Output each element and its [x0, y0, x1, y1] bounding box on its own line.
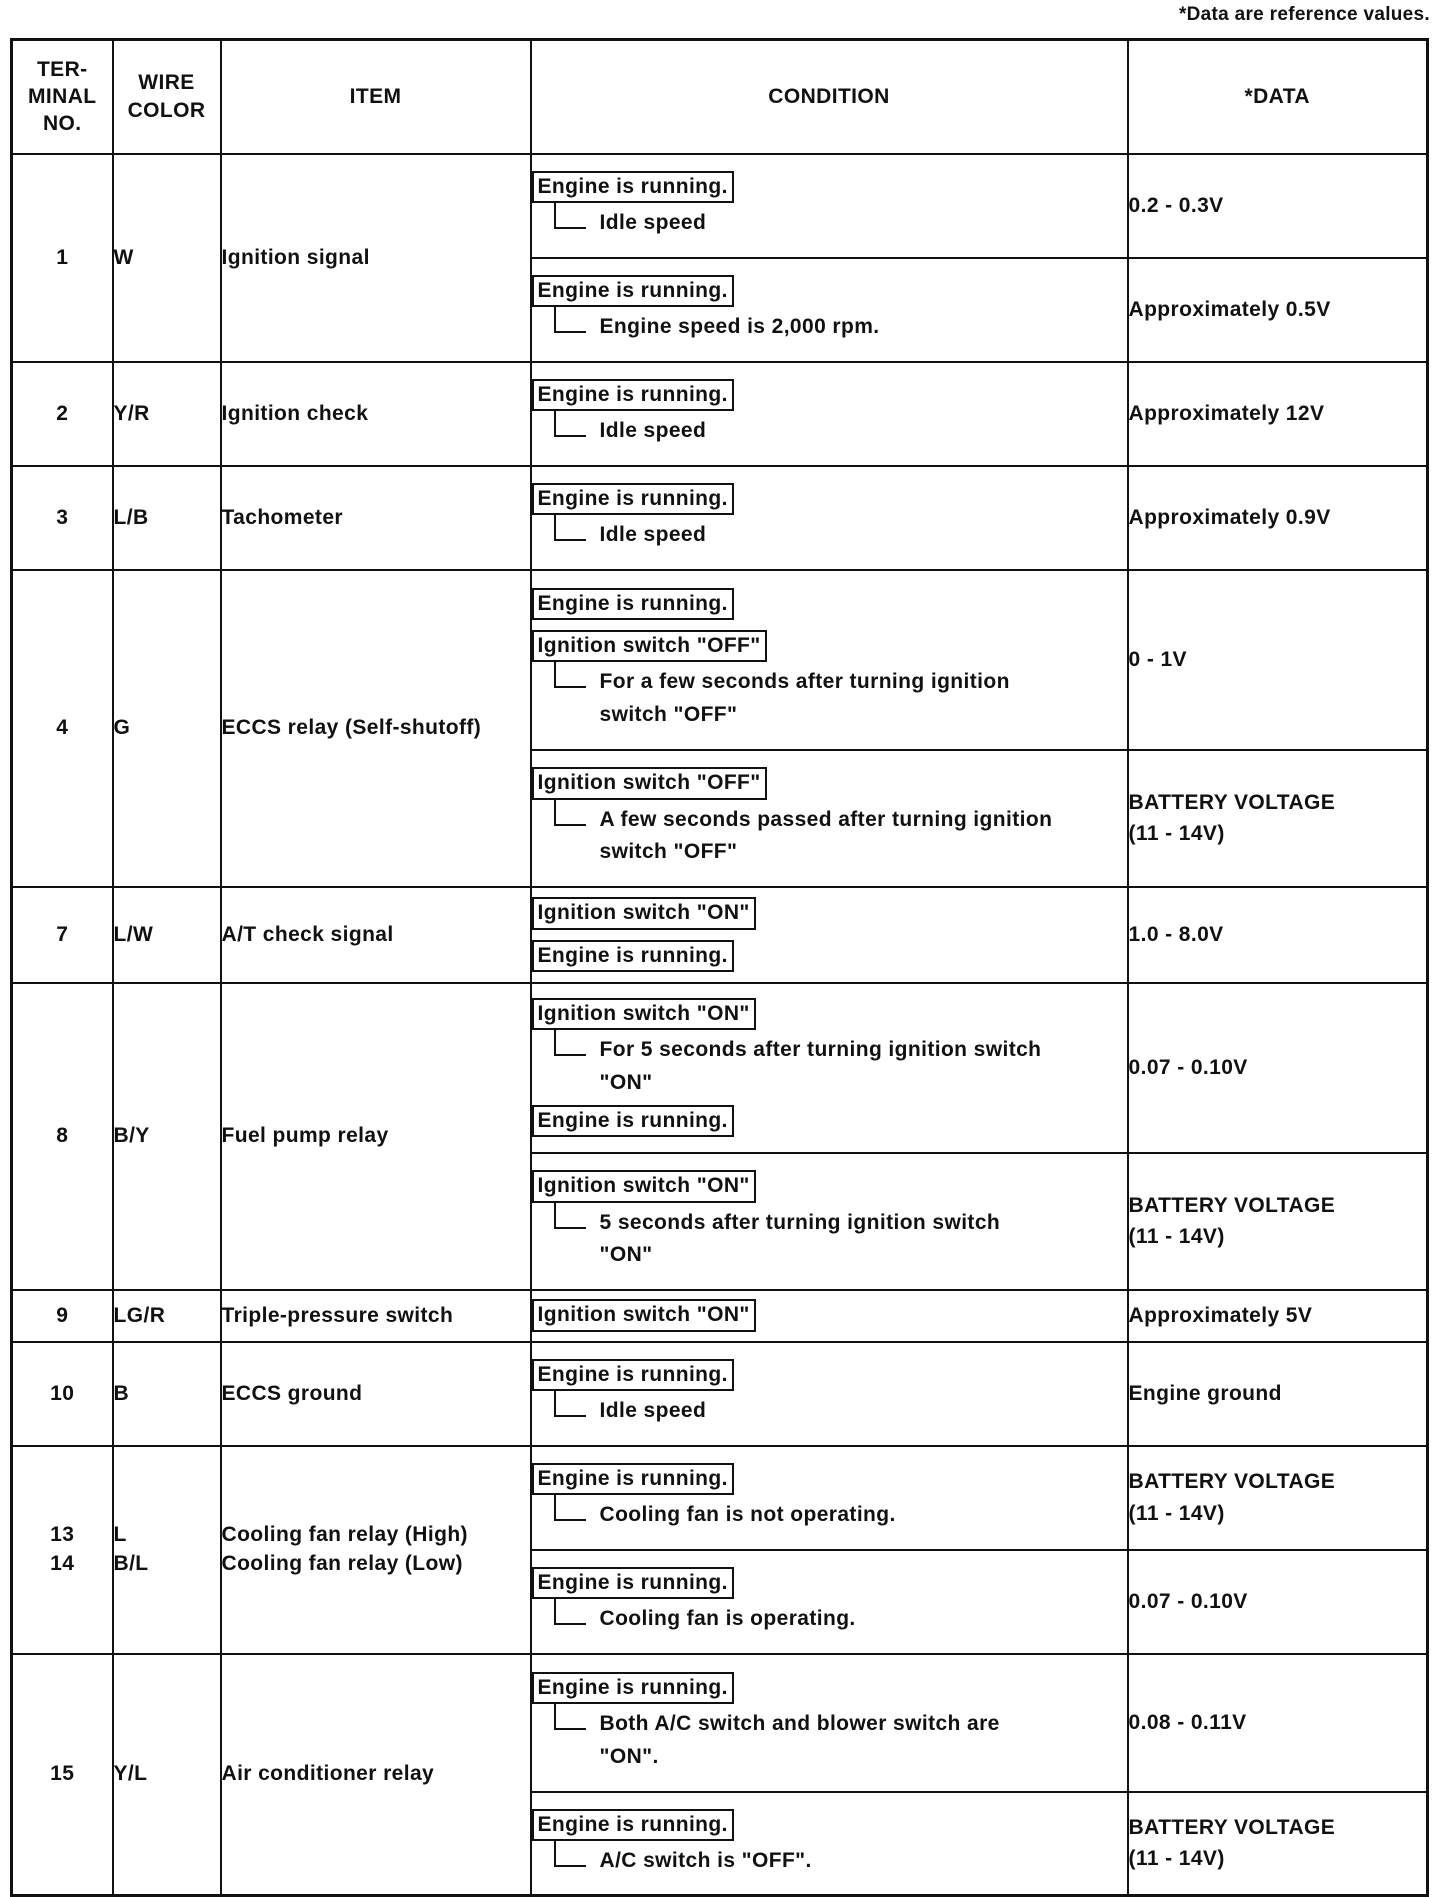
condition-box: Ignition switch "OFF" — [532, 767, 767, 799]
condition-cell — [531, 466, 1128, 570]
condition-cell — [531, 570, 1128, 750]
table-row — [12, 1290, 1428, 1342]
wire-color: B/Y — [113, 983, 221, 1290]
condition-detail: A/C switch is "OFF". — [554, 1845, 1127, 1878]
item-name: Ignition check — [221, 362, 531, 466]
terminal-data-table — [10, 38, 1429, 1897]
condition-box: Ignition switch "OFF" — [532, 630, 767, 662]
data-value: 0.08 - 0.11V — [1128, 1654, 1428, 1792]
condition-cell — [531, 258, 1128, 362]
table-row — [12, 983, 1428, 1153]
condition-cell — [531, 1792, 1128, 1896]
condition-header: CONDITION — [531, 40, 1128, 154]
terminal-no: 15 — [12, 1654, 113, 1896]
condition-box: Engine is running. — [532, 379, 734, 411]
condition-detail: For a few seconds after turning ignition switch "OFF" — [554, 666, 1127, 731]
condition-detail: Engine speed is 2,000 rpm. — [554, 311, 1127, 344]
condition-cell — [531, 1446, 1128, 1550]
condition-detail: For 5 seconds after turning ignition switch "ON" — [554, 1034, 1127, 1099]
terminal-no: 13 14 — [12, 1446, 113, 1654]
condition-box: Engine is running. — [532, 171, 734, 203]
table-row — [12, 154, 1428, 258]
condition-box: Engine is running. — [532, 1105, 734, 1137]
terminal-no: 2 — [12, 362, 113, 466]
condition-box: Engine is running. — [532, 588, 734, 620]
wire-color: B — [113, 1342, 221, 1446]
data-value: Approximately 12V — [1128, 362, 1428, 466]
item-name: ECCS relay (Self-shutoff) — [221, 570, 531, 887]
data-value: Approximately 0.9V — [1128, 466, 1428, 570]
wire-color: Y/L — [113, 1654, 221, 1896]
item-name: Cooling fan relay (High) Cooling fan relay (Low) — [221, 1446, 531, 1654]
condition-cell — [531, 362, 1128, 466]
table-row — [12, 887, 1428, 983]
data-value: BATTERY VOLTAGE (11 - 14V) — [1128, 1446, 1428, 1550]
terminal-no: 1 — [12, 154, 113, 362]
condition-box: Ignition switch "ON" — [532, 897, 756, 929]
data-value: 0 - 1V — [1128, 570, 1428, 750]
terminal-no-header: TER- MINAL NO. — [12, 40, 113, 154]
condition-box: Engine is running. — [532, 1359, 734, 1391]
condition-box: Engine is running. — [532, 275, 734, 307]
condition-detail: Both A/C switch and blower switch are "ON". — [554, 1708, 1127, 1773]
data-value: 0.07 - 0.10V — [1128, 1550, 1428, 1654]
condition-cell — [531, 154, 1128, 258]
wire-color: G — [113, 570, 221, 887]
item-name: Air conditioner relay — [221, 1654, 531, 1896]
data-value: BATTERY VOLTAGE (11 - 14V) — [1128, 1153, 1428, 1290]
wire-color: W — [113, 154, 221, 362]
terminal-no: 10 — [12, 1342, 113, 1446]
condition-cell — [531, 1654, 1128, 1792]
wire-color: L/W — [113, 887, 221, 983]
wire-color: L/B — [113, 466, 221, 570]
condition-cell — [531, 1550, 1128, 1654]
data-value: BATTERY VOLTAGE (11 - 14V) — [1128, 750, 1428, 887]
item-name: Triple-pressure switch — [221, 1290, 531, 1342]
condition-cell — [531, 1342, 1128, 1446]
table-row — [12, 466, 1428, 570]
condition-detail: A few seconds passed after turning ignition switch "OFF" — [554, 804, 1127, 869]
condition-cell — [531, 983, 1128, 1153]
condition-box: Engine is running. — [532, 483, 734, 515]
condition-box: Engine is running. — [532, 1672, 734, 1704]
table-row — [12, 1342, 1428, 1446]
condition-cell — [531, 750, 1128, 887]
item-name: A/T check signal — [221, 887, 531, 983]
data-value: 0.07 - 0.10V — [1128, 983, 1428, 1153]
condition-box: Ignition switch "ON" — [532, 1170, 756, 1202]
item-header: ITEM — [221, 40, 531, 154]
data-value: BATTERY VOLTAGE (11 - 14V) — [1128, 1792, 1428, 1896]
table-row — [12, 570, 1428, 750]
item-name: Fuel pump relay — [221, 983, 531, 1290]
condition-box: Engine is running. — [532, 1567, 734, 1599]
item-name: Ignition signal — [221, 154, 531, 362]
data-value: Approximately 0.5V — [1128, 258, 1428, 362]
condition-box: Ignition switch "ON" — [532, 1299, 756, 1331]
table-row — [12, 1446, 1428, 1550]
condition-box: Engine is running. — [532, 1463, 734, 1495]
item-name: ECCS ground — [221, 1342, 531, 1446]
terminal-no: 3 — [12, 466, 113, 570]
reference-values-note: *Data are reference values. — [1178, 4, 1430, 25]
terminal-no: 8 — [12, 983, 113, 1290]
condition-cell — [531, 1290, 1128, 1342]
header-row — [12, 40, 1428, 154]
data-header: *DATA — [1128, 40, 1428, 154]
table-row — [12, 362, 1428, 466]
terminal-no: 9 — [12, 1290, 113, 1342]
condition-detail: Cooling fan is not operating. — [554, 1499, 1127, 1532]
data-value: 0.2 - 0.3V — [1128, 154, 1428, 258]
condition-box: Ignition switch "ON" — [532, 998, 756, 1030]
condition-detail: Idle speed — [554, 415, 1127, 448]
condition-detail: Idle speed — [554, 519, 1127, 552]
condition-detail: 5 seconds after turning ignition switch "ON" — [554, 1207, 1127, 1272]
wire-color: LG/R — [113, 1290, 221, 1342]
terminal-no: 7 — [12, 887, 113, 983]
condition-cell — [531, 1153, 1128, 1290]
condition-box: Engine is running. — [532, 940, 734, 972]
condition-detail: Cooling fan is operating. — [554, 1603, 1127, 1636]
data-value: Approximately 5V — [1128, 1290, 1428, 1342]
data-value: 1.0 - 8.0V — [1128, 887, 1428, 983]
data-value: Engine ground — [1128, 1342, 1428, 1446]
table-row — [12, 1654, 1428, 1792]
condition-cell — [531, 887, 1128, 983]
condition-box: Engine is running. — [532, 1809, 734, 1841]
wire-color: L B/L — [113, 1446, 221, 1654]
terminal-no: 4 — [12, 570, 113, 887]
condition-detail: Idle speed — [554, 1395, 1127, 1428]
wire-color-header: WIRE COLOR — [113, 40, 221, 154]
condition-detail: Idle speed — [554, 207, 1127, 240]
item-name: Tachometer — [221, 466, 531, 570]
wire-color: Y/R — [113, 362, 221, 466]
